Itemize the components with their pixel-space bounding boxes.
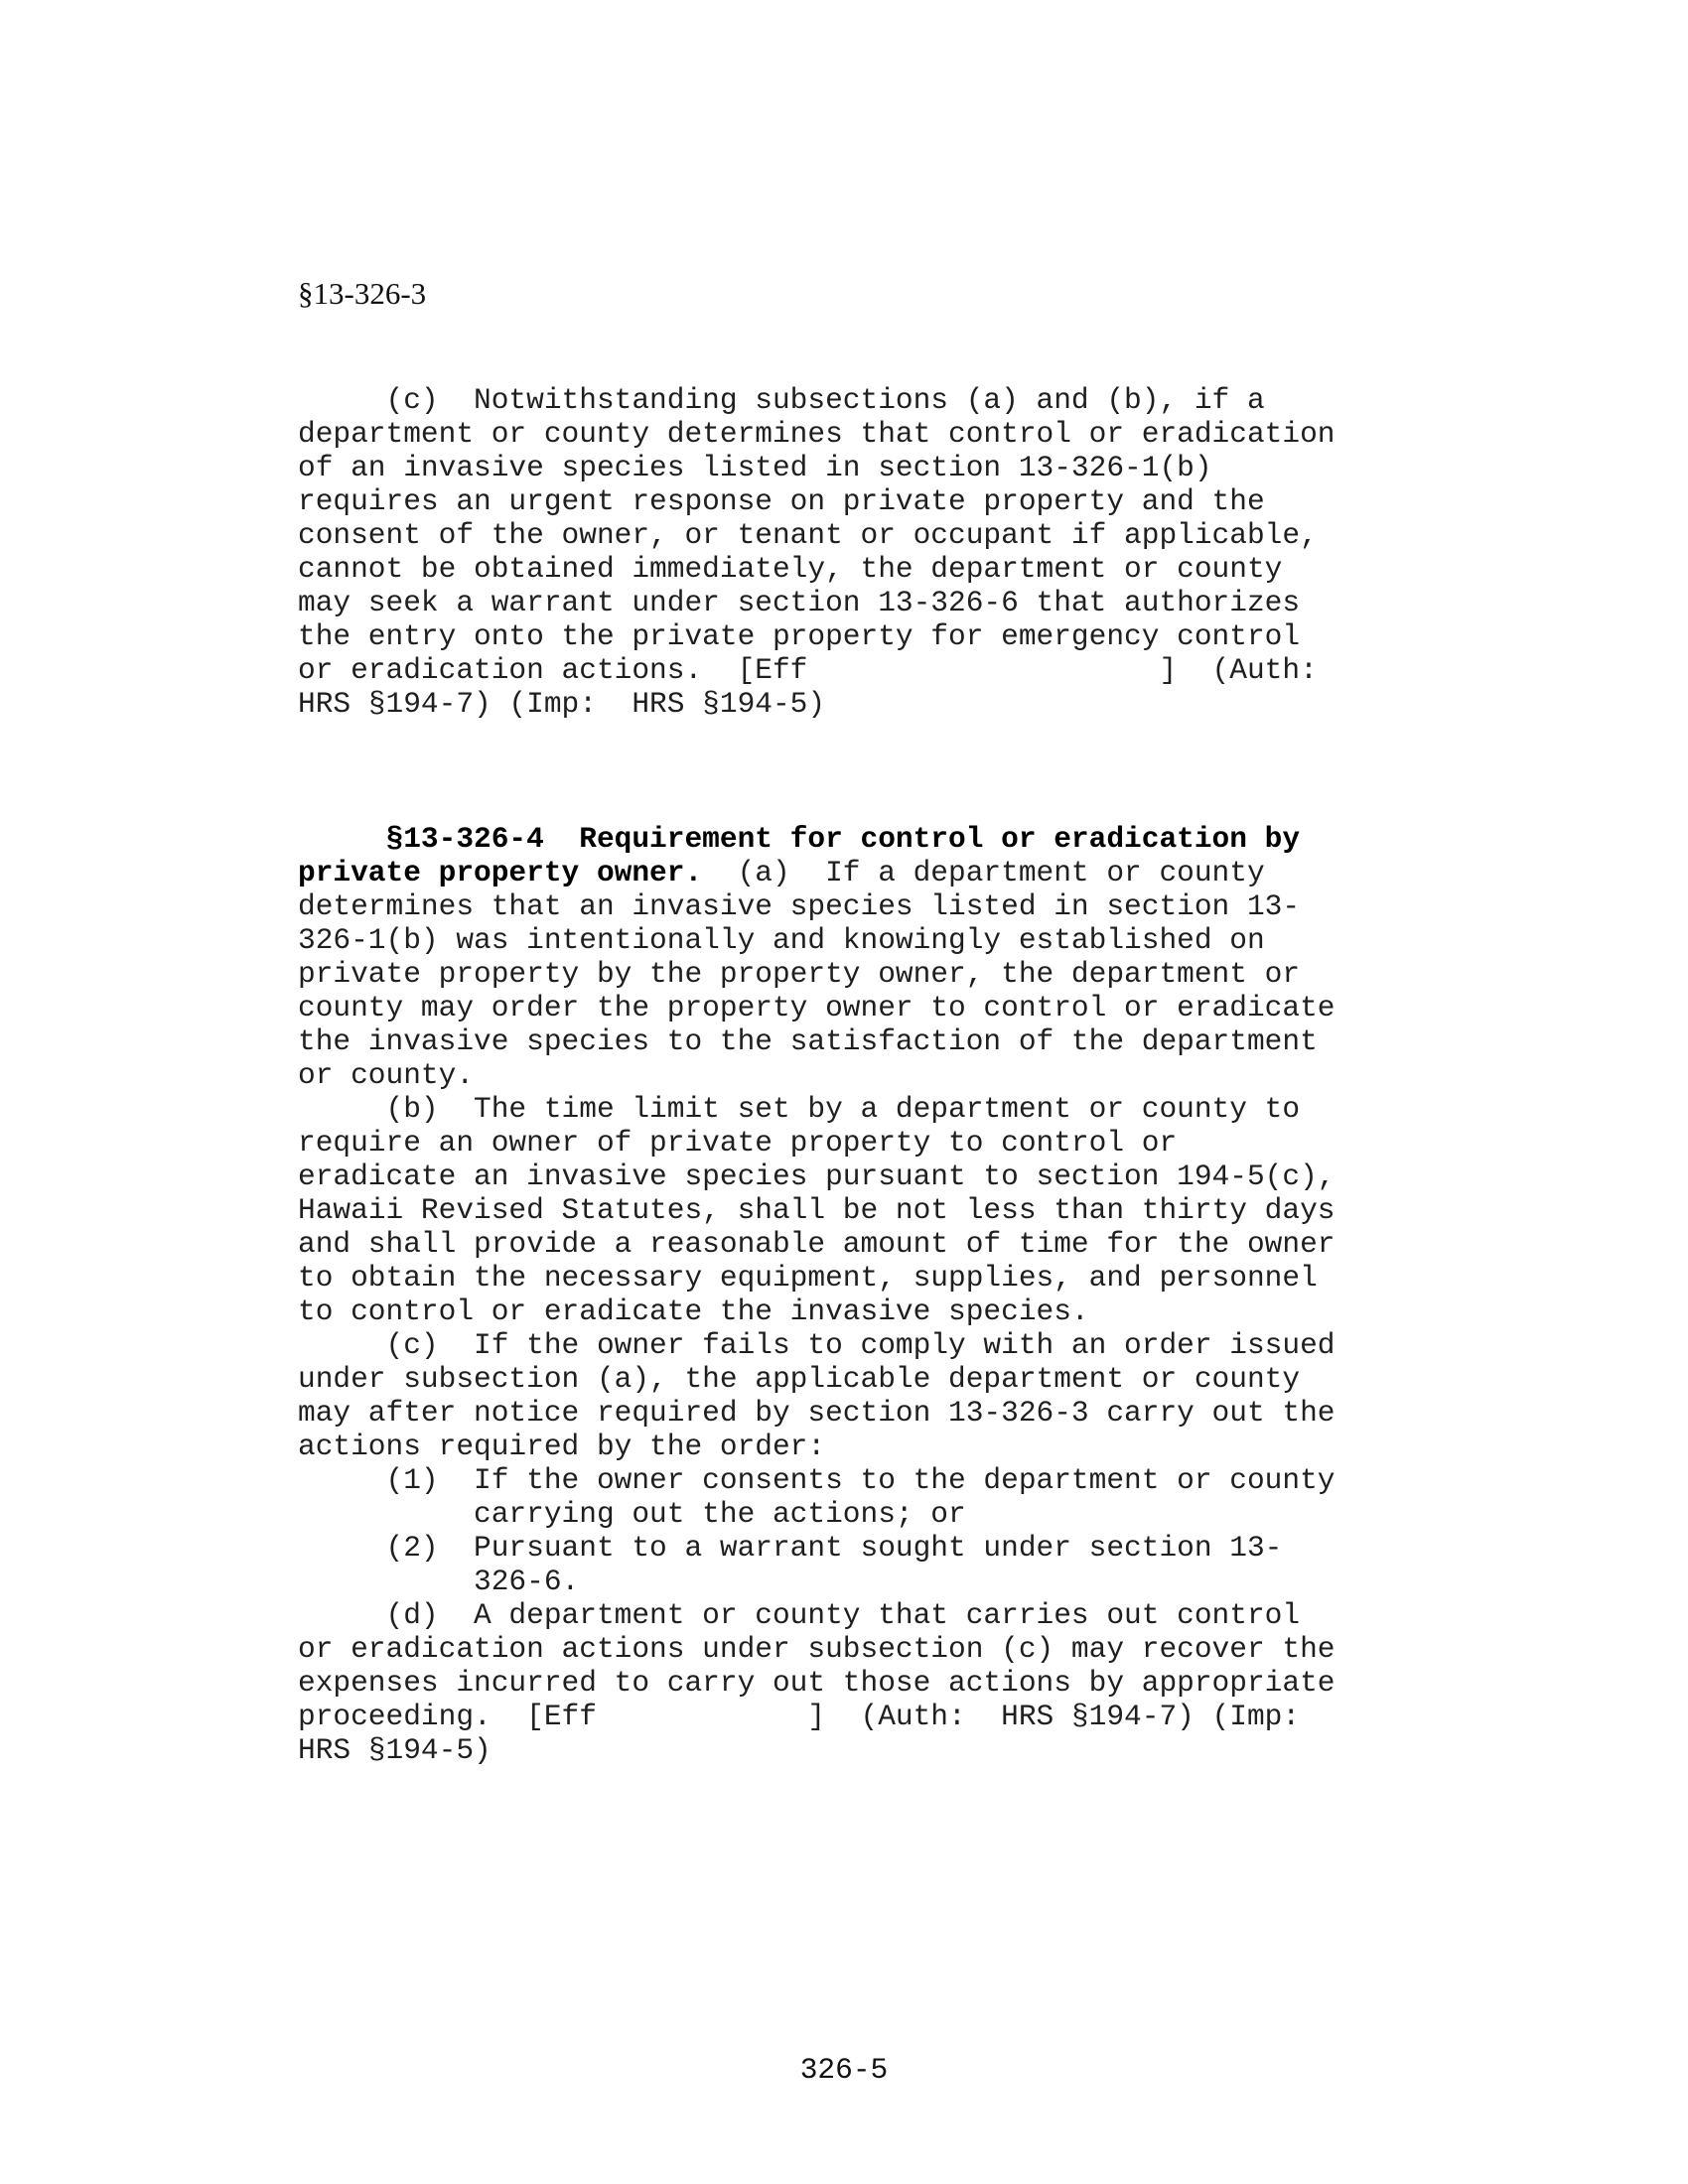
sec4-line: expenses incurred to carry out those actions by appropriate [298, 1666, 1336, 1700]
sec4-line: or eradication actions under subsection (c) may recover the [298, 1632, 1336, 1666]
sec4-line: (c) If the owner fails to comply with an order issued [298, 1328, 1336, 1362]
sec4-line: private property by the property owner, the department or [298, 957, 1301, 991]
sec4-line: to obtain the necessary equipment, supplies, and personnel [298, 1261, 1318, 1295]
sec4-line: under subsection (a), the applicable department or county [298, 1362, 1301, 1396]
sec4-line: 326-1(b) was intentionally and knowingly established on [298, 923, 1265, 957]
sec3c-line: HRS §194-7) (Imp: HRS §194-5) [298, 687, 826, 721]
sec3c-line: requires an urgent response on private property and the [298, 484, 1265, 518]
sec4-line: to control or eradicate the invasive species. [298, 1295, 1089, 1328]
sec4-line: HRS §194-5) [298, 1733, 492, 1767]
sec4-line: actions required by the order: [298, 1430, 826, 1463]
sec4-line: (b) The time limit set by a department or county to [298, 1092, 1301, 1126]
sec4-line: and shall provide a reasonable amount of time for the owner [298, 1227, 1336, 1261]
page-number: 326-5 [799, 2053, 889, 2087]
sec4-title-cont: private property owner. [298, 856, 703, 889]
section-header: §13-326-3 [298, 276, 427, 311]
sec4-line: may after notice required by section 13-326-3 carry out the [298, 1396, 1336, 1430]
sec3c-line: may seek a warrant under section 13-326-6 that authorizes [298, 586, 1301, 619]
sec4-indent [298, 822, 386, 856]
sec4-a-start: (a) If a department or county [702, 856, 1265, 889]
sec4-line: (1) If the owner consents to the department or county [298, 1463, 1336, 1497]
sec3c-line: consent of the owner, or tenant or occupant if applicable, [298, 518, 1318, 552]
sec4-line: (2) Pursuant to a warrant sought under section 13- [298, 1531, 1283, 1565]
sec4-line: carrying out the actions; or [298, 1497, 966, 1531]
sec4-line: 326-6. [298, 1565, 580, 1598]
sec3c-line: (c) Notwithstanding subsections (a) and (b), if a [298, 383, 1265, 417]
sec4-line: county may order the property owner to control or eradicate [298, 991, 1336, 1024]
sec4-title-line1 [298, 822, 1300, 856]
sec3c-line: of an invasive species listed in section 13-326-1(b) [298, 451, 1212, 484]
sec4-line: require an owner of private property to control or [298, 1126, 1178, 1160]
sec4-line: the invasive species to the satisfaction of the department [298, 1024, 1318, 1058]
sec4-line: Hawaii Revised Statutes, shall be not less than thirty days [298, 1193, 1336, 1227]
sec4-line: determines that an invasive species listed in section 13- [298, 889, 1301, 923]
sec3c-line: department or county determines that control or eradication [298, 417, 1336, 451]
sec3c-line: cannot be obtained immediately, the department or county [298, 552, 1283, 586]
sec4-line: or county. [298, 1058, 475, 1092]
sec4-title-line2 [298, 856, 1265, 889]
sec4-line: proceeding. [Eff ] (Auth: HRS §194-7) (Imp: [298, 1700, 1301, 1733]
sec4-line: eradicate an invasive species pursuant to section 194-5(c), [298, 1160, 1336, 1193]
sec3c-line: or eradication actions. [Eff ] (Auth: [298, 653, 1318, 687]
sec4-title: §13-326-4 Requirement for control or eradication by [385, 822, 1301, 856]
sec3c-line: the entry onto the private property for emergency control [298, 619, 1301, 653]
sec4-line: (d) A department or county that carries out control [298, 1598, 1301, 1632]
